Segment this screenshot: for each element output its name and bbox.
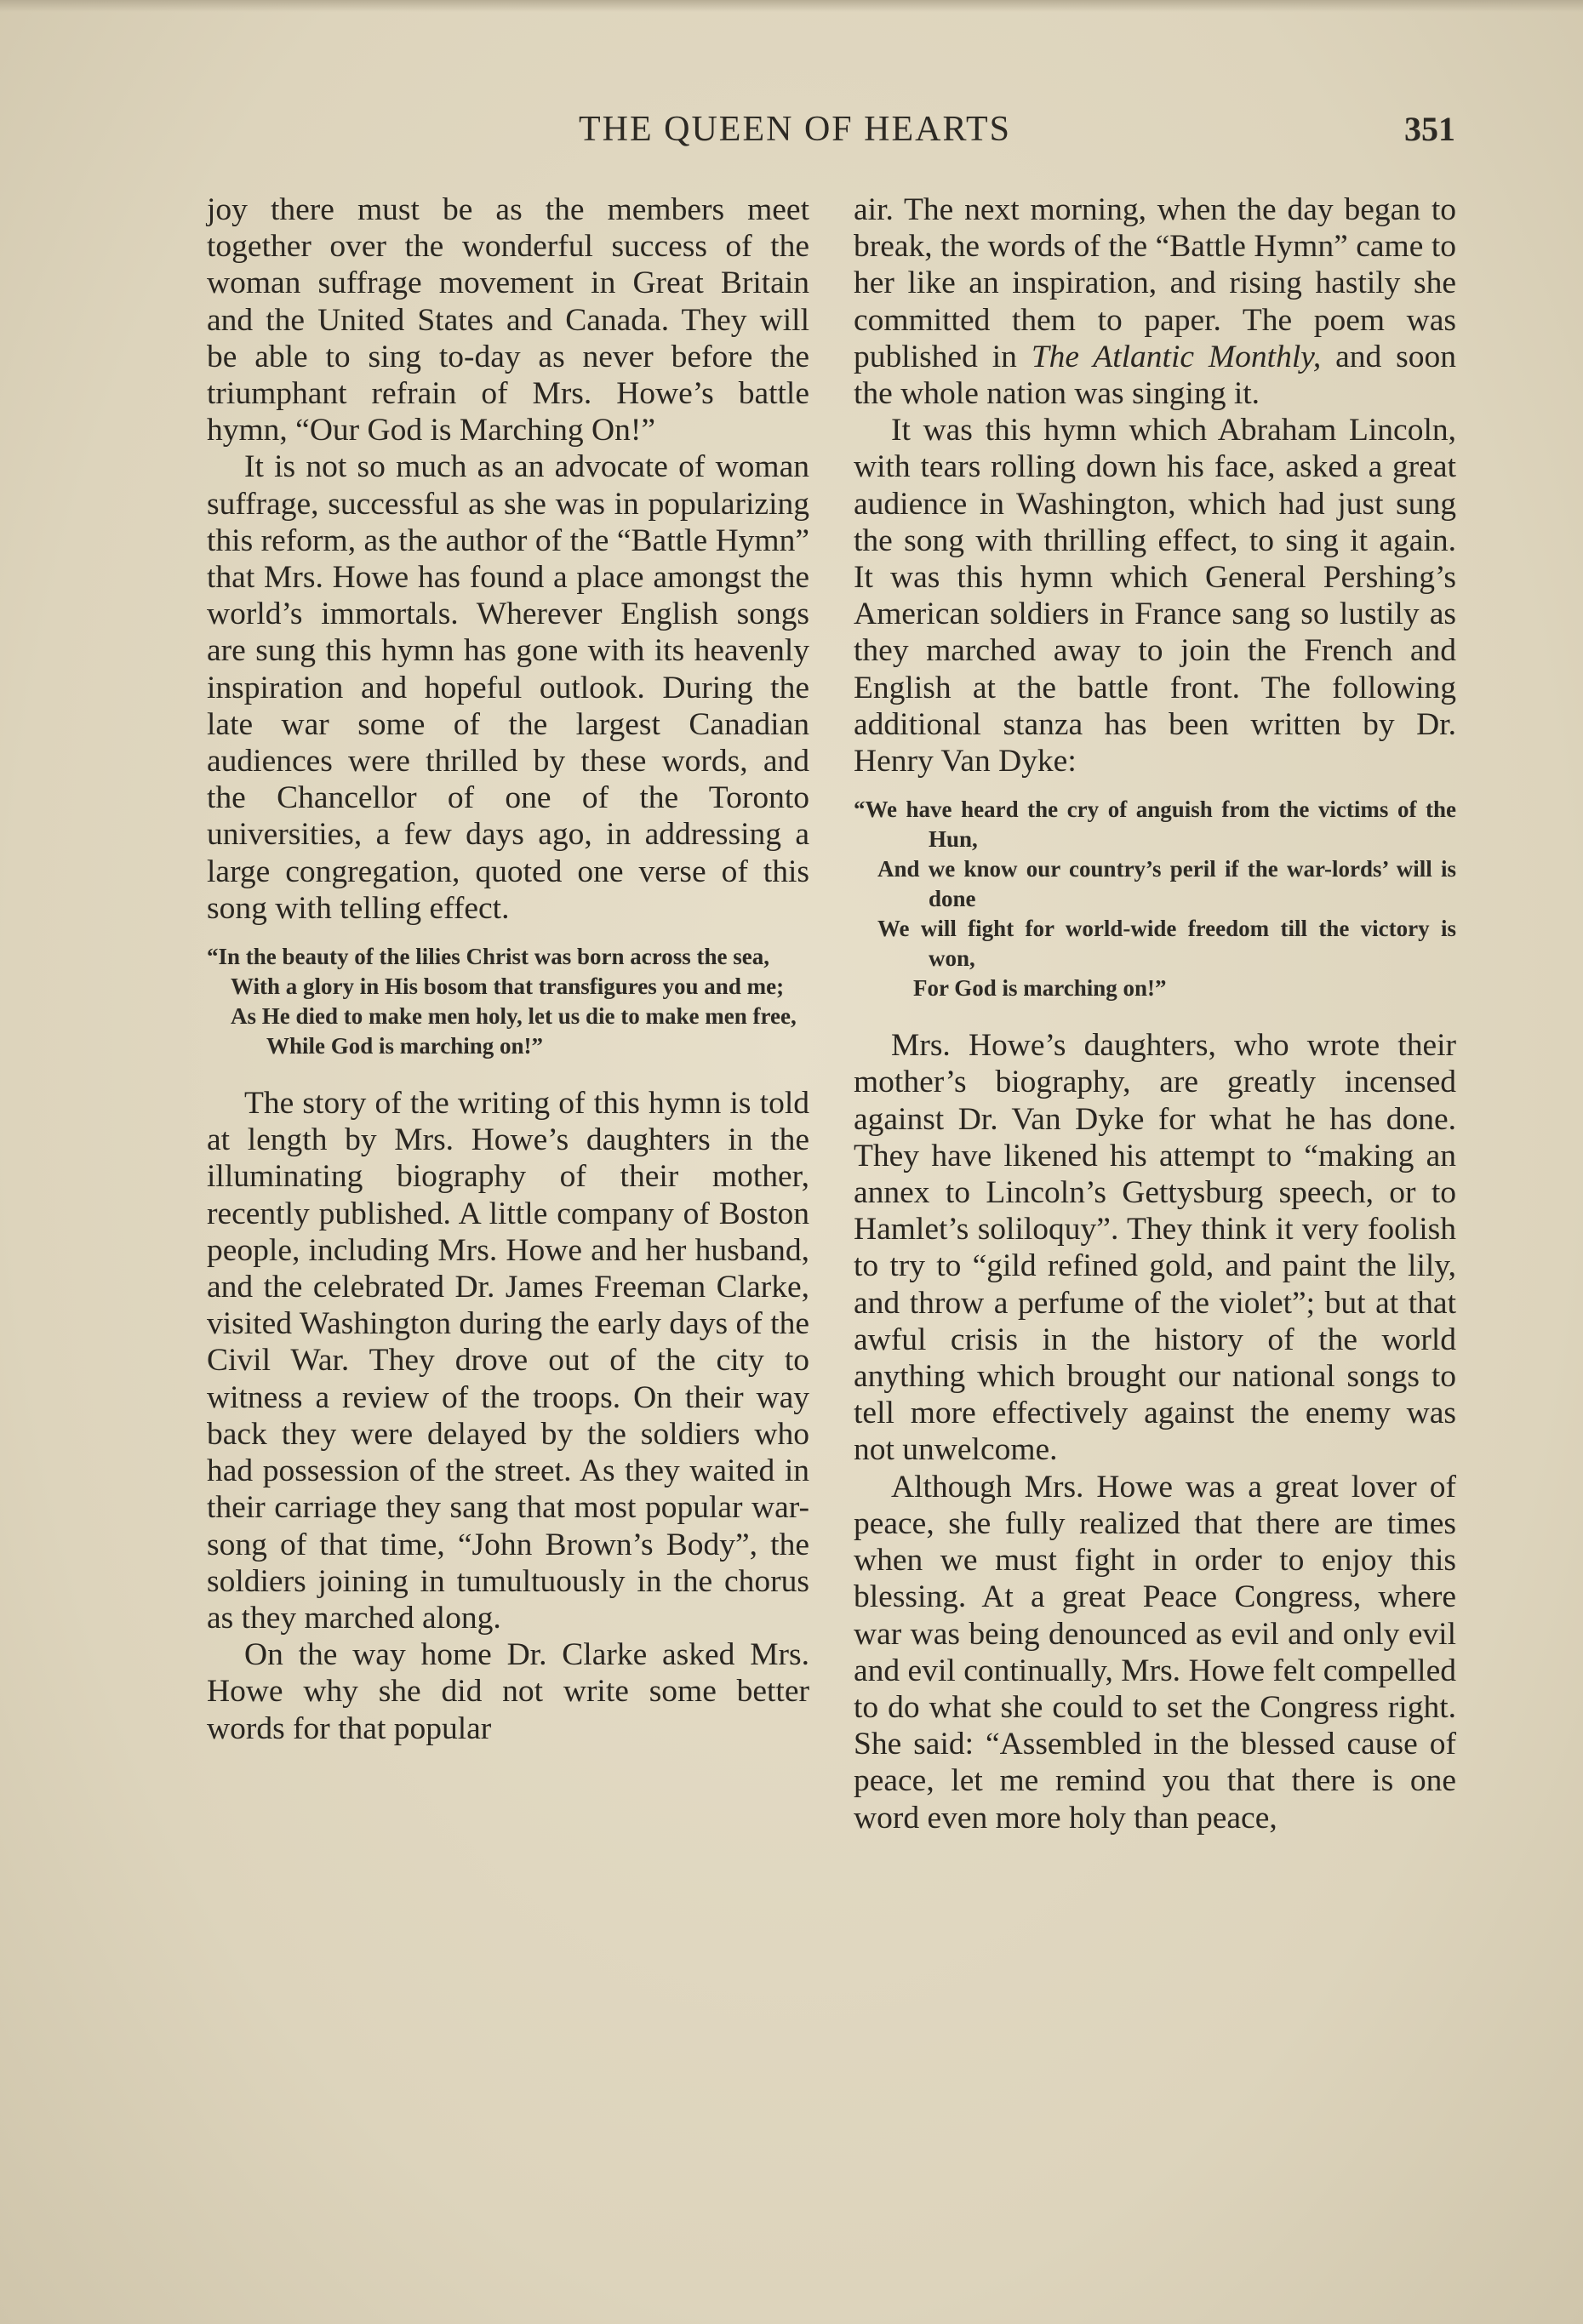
poem-line: For God is marching on!” <box>913 975 1167 1002</box>
page-header <box>196 109 1455 160</box>
poem-line: As He died to make men holy, let us die to make men free, <box>231 1003 797 1030</box>
hymn-verse-quote <box>207 942 809 1061</box>
poem-line: “In the beauty of the lilies Christ was born across the sea, <box>207 944 769 970</box>
paragraph: joy there must be as the members meet together over the wonderful success of the woman suffrage movement in Great Britain and the United States and Canada. They will be able to sing to-day as never before the triumphant refrain of Mrs. Howe’s battle hymn, “Our God is Marching On!” <box>207 192 809 448</box>
poem-line: And we know our country’s peril if the war-lords’ will is done <box>877 856 1456 912</box>
paragraph: The story of the writing of this hymn is told at length by Mrs. Howe’s daughters in the illuminating biography of their mother, recently published. A little company of Boston people, including Mrs. Howe and her husband, and the celebrated Dr. James Freeman Clarke, visited Washington during the early days of the Civil War. They drove out of the city to witness a review of the troops. On their way back they were delayed by the soldiers who had possession of the street. As they waited in their carriage they sang that most popular war-song of that time, “John Brown’s Body”, the soldiers joining in tumultuously in the chorus as they marched along. <box>207 1086 809 1636</box>
paragraph <box>854 191 1456 412</box>
poem-line: With a glory in His bosom that transfigures you and me; <box>231 974 785 1000</box>
paragraph: It was this hymn which Abraham Lincoln, with tears rolling down his face, asked a great audience in Washington, which had just sung the song with thrilling effect, to sing it again. It was this hymn which General Pershing’s American soldiers in France sang so lustily as they marched away to join the French and English at the battle front. The following additional stanza has been written by Dr. Henry Van Dyke: <box>854 413 1456 779</box>
paragraph: Mrs. Howe’s daughters, who wrote their mother’s biography, are greatly incensed against Dr. Van Dyke for what he has done. They have likened his attempt to “making an annex to Lincoln’s Gettysburg speech, or to Hamlet’s soliloquy”. They think it very foolish to try to “gild refined gold, and paint the lily, and throw a perfume of the violet”; but at that awful crisis in the history of the world anything which brought our national songs to tell more effectively against the enemy was not unwelcome. <box>854 1028 1456 1468</box>
running-title: THE QUEEN OF HEARTS <box>579 110 1011 149</box>
right-column <box>854 191 1456 1836</box>
text-span: air. The next morning, when the day began to break, the words of the “Battle Hymn” came to her like an inspiration, and rising hastily she committed them to paper. The poem was published in <box>854 192 1456 374</box>
paragraph: It is not so much as an advocate of woman suffrage, successful as she was in popularizing this reform, as the author of the “Battle Hymn” that Mrs. Howe has found a place amongst the world’s immortals. Wherever English songs are sung this hymn has gone with its heavenly inspiration and hopeful outlook. During the late war some of the largest Canadian audiences were thrilled by these words, and the Chancellor of one of the Toronto universities, a few days ago, in addressing a large congregation, quoted one verse of this song with telling effect. <box>207 449 809 926</box>
poem-line: We will fight for world-wide freedom till the victory is won, <box>877 916 1456 972</box>
page-number: 351 <box>1404 110 1455 148</box>
text-span: and soon the whole nation was singing it. <box>854 339 1456 412</box>
publication-title: The Atlantic Monthly, <box>1031 339 1322 374</box>
paragraph: On the way home Dr. Clarke asked Mrs. Howe why she did not write some better words for that popular <box>207 1637 809 1746</box>
page-top-edge <box>0 0 1583 12</box>
poem-line: While God is marching on!” <box>266 1033 544 1059</box>
poem-line: “We have heard the cry of anguish from the victims of the Hun, <box>854 797 1456 853</box>
left-column <box>207 191 809 1747</box>
paragraph: Although Mrs. Howe was a great lover of peace, she fully realized that there are times when we must fight in order to enjoy this blessing. At a great Peace Congress, where war was being denounced as evil and only evil and evil continually, Mrs. Howe felt compelled to do what she could to set the Congress right. She said: “Assembled in the blessed cause of peace, let me remind you that there is one word even more holy than peace, <box>854 1469 1456 1836</box>
additional-stanza-quote <box>854 795 1456 1003</box>
